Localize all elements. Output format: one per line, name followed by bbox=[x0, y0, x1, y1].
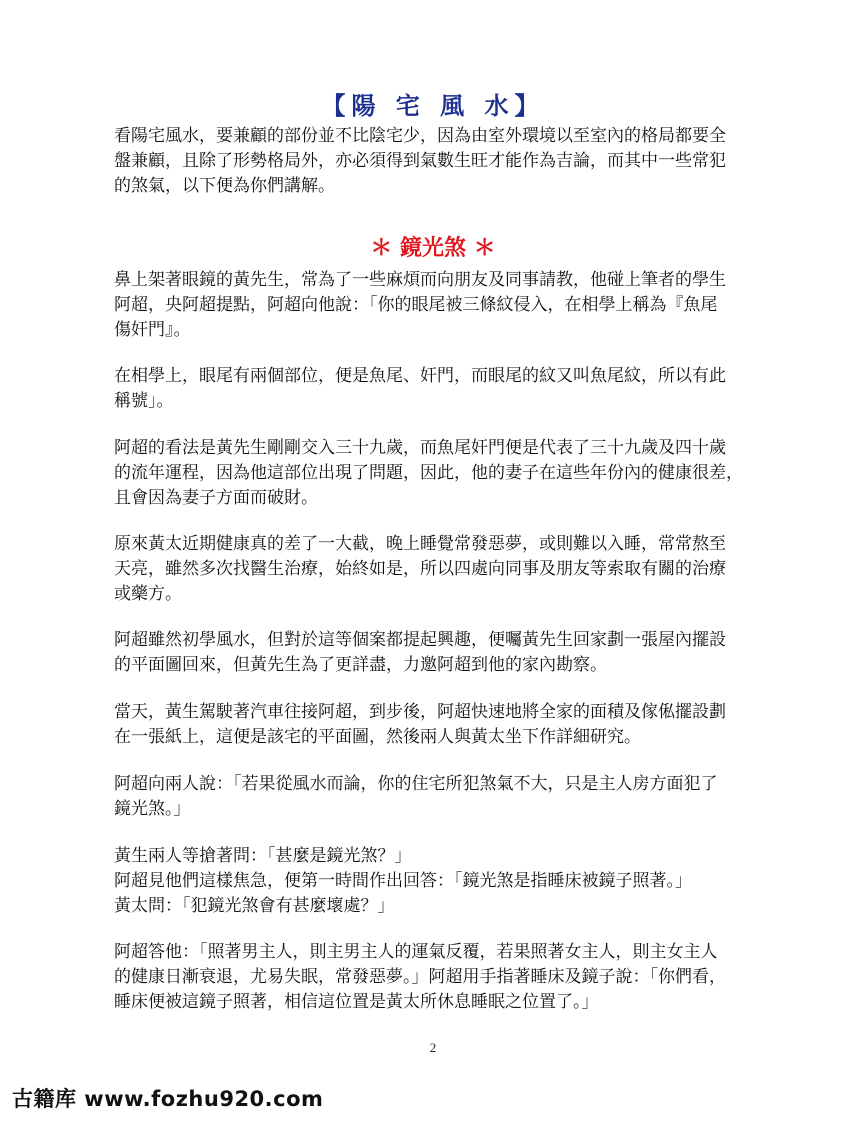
text-line: 阿超向兩人說：「若果從風水而論，你的住宅所犯煞氣不大，只是主人房方面犯了 bbox=[114, 774, 718, 794]
text-line: 阿超，央阿超提點，阿超向他說：「你的眼尾被三條紋侵入，在相學上稱為『魚尾 bbox=[114, 295, 718, 315]
text-line: 鏡光煞。」 bbox=[114, 799, 191, 819]
text-line: 或藥方。 bbox=[114, 584, 182, 604]
text-line: 黃生兩人等搶著問：「甚麼是鏡光煞？」 bbox=[114, 846, 412, 866]
text-line: 的平面圖回來，但黃先生為了更詳盡，力邀阿超到他的家內勘察。 bbox=[114, 655, 607, 675]
paragraph bbox=[114, 700, 754, 750]
paragraph bbox=[114, 436, 754, 511]
paragraph bbox=[114, 844, 754, 919]
section-title: ＊ 鏡光煞 ＊ bbox=[370, 236, 496, 261]
text-line: 鼻上架著眼鏡的黃先生，常為了一些麻煩而向朋友及同事請教，他碰上筆者的學生 bbox=[114, 270, 726, 290]
paragraph bbox=[114, 940, 754, 1015]
paragraph bbox=[114, 364, 754, 414]
text-line: 阿超雖然初學風水，但對於這等個案都提起興趣，便囑黃先生回家劃一張屋內擺設 bbox=[114, 630, 726, 650]
text-line: 黃太問：「犯鏡光煞會有甚麼壞處？」 bbox=[114, 896, 395, 916]
site-watermark: 古籍库 www.fozhu920.com bbox=[12, 1087, 324, 1111]
text-line: 阿超的看法是黃先生剛剛交入三十九歲，而魚尾奸門便是代表了三十九歲及四十歲 bbox=[114, 438, 726, 458]
text-line: 原來黃太近期健康真的差了一大截，晚上睡覺常發惡夢，或則難以入睡，常常熬至 bbox=[114, 534, 726, 554]
text-line: 在一張紙上，這便是該宅的平面圖，然後兩人與黃太坐下作詳細研究。 bbox=[114, 727, 641, 747]
text-line: 阿超答他：「照著男主人，則主男主人的運氣反覆，若果照著女主人，則主女主人 bbox=[114, 942, 718, 962]
paragraph bbox=[114, 628, 754, 678]
text-line: 當天，黃生駕駛著汽車往接阿超，到步後，阿超快速地將全家的面積及傢俬擺設劃 bbox=[114, 702, 726, 722]
text-line: 且會因為妻子方面而破財。 bbox=[114, 488, 318, 508]
intro-paragraph bbox=[114, 124, 754, 199]
text-line: 在相學上，眼尾有兩個部位，便是魚尾、奸門，而眼尾的紋又叫魚尾紋，所以有此 bbox=[114, 366, 726, 386]
paragraph bbox=[114, 268, 754, 343]
text-line: 盤兼顧，且除了形勢格局外，亦必須得到氣數生旺才能作為吉論，而其中一些常犯 bbox=[114, 151, 726, 171]
paragraph bbox=[114, 532, 754, 607]
text-line: 阿超見他們這樣焦急，便第一時間作出回答：「鏡光煞是指睡床被鏡子照著。」 bbox=[114, 871, 692, 891]
page-title: 【陽 宅 風 水】 bbox=[321, 92, 545, 120]
text-line: 看陽宅風水，要兼顧的部份並不比陰宅少，因為由室外環境以至室內的格局都要全 bbox=[114, 126, 726, 146]
text-line: 傷奸門』。 bbox=[114, 320, 191, 340]
paragraph bbox=[114, 772, 754, 822]
text-line: 的煞氣，以下便為你們講解。 bbox=[114, 176, 335, 196]
text-line: 睡床便被這鏡子照著，相信這位置是黃太所休息睡眠之位置了。」 bbox=[114, 992, 599, 1012]
text-line: 的流年運程，因為他這部位出現了問題，因此，他的妻子在這些年份內的健康很差， bbox=[114, 463, 743, 483]
text-line: 的健康日漸衰退，尤易失眠，常發惡夢。」阿超用手指著睡床及鏡子說：「你們看， bbox=[114, 967, 726, 987]
text-line: 稱號」。 bbox=[114, 391, 174, 411]
text-line: 天亮，雖然多次找醫生治療，始終如是，所以四處向同事及朋友等索取有關的治療 bbox=[114, 559, 726, 579]
page-number: 2 bbox=[429, 1040, 437, 1055]
